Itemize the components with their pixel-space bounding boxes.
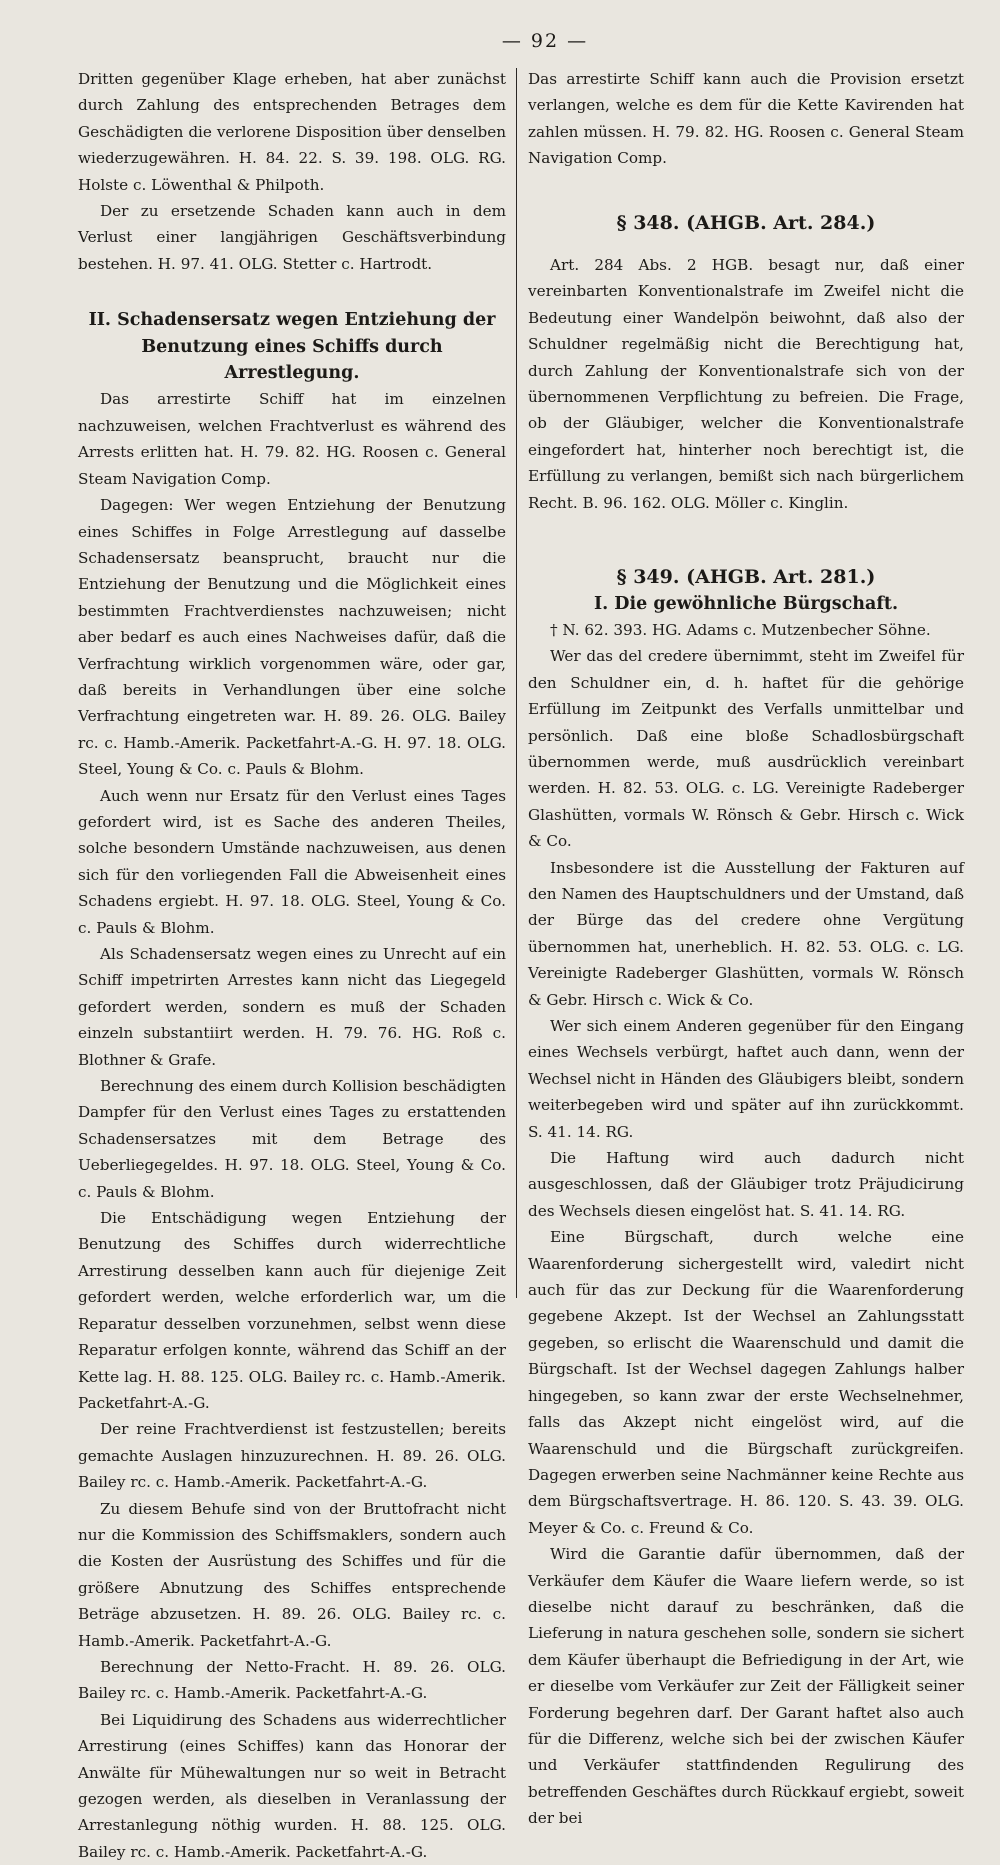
paragraph: Eine Bürgschaft, durch welche eine Waarenforderung sichergestellt wird, valedirt nicht auch für das zur Deckung für die Waarenforderung gegebene Akzept. Ist der Wechsel an Zahlungsstatt gegeben, so erlischt die Waarenschuld und damit die Bürgschaft. Ist der Wechsel dagegen Zahlungs halber hingegeben, so kann zwar der erste Wechselnehmer, falls das Akzept nicht eingelöst wird, auf die Waarenschuld und die Bürgschaft zurückgreifen. Dagegen erwerben seine Nachmänner keine Rechte aus dem Bürgschaftsvertrage. H. 86. 120. S. 43. 39. OLG. Meyer & Co. c. Freund & Co. xyxy=(528,1228,964,1537)
paragraph: Berechnung der Netto-Fracht. H. 89. 26. OLG. Bailey rc. c. Hamb.-Amerik. Packetfahrt-A.-G. xyxy=(78,1657,506,1703)
section-heading-348: § 348. (AHGB. Art. 284.) xyxy=(616,211,876,234)
paragraph: Zu diesem Behufe sind von der Bruttofracht nicht nur die Kommission des Schiffsmaklers, sondern auch die Kosten der Ausrüstung des Schiffes und für die größere Abnutzung des Schiffes entsprechende Beträge abzusetzen. H. 89. 26. OLG. Bailey rc. c. Hamb.-Amerik. Packetfahrt-A.-G. xyxy=(78,1499,506,1650)
paragraph: Berechnung des einem durch Kollision beschädigten Dampfer für den Verlust eines Tages zu erstattenden Schadensersatzes mit dem Betrage des Ueberliegegeldes. H. 97. 18. OLG. Steel, Young & Co. c. Pauls & Blohm. xyxy=(78,1077,506,1201)
spacer xyxy=(528,172,964,210)
left-column xyxy=(78,66,506,1865)
right-column xyxy=(528,66,964,1832)
paragraph: Dagegen: Wer wegen Entziehung der Benutzung eines Schiffes in Folge Arrestlegung auf dasselbe Schadensersatz beansprucht, braucht nur die Entziehung der Benutzung und die Möglichkeit eines bestimmten Frachtverdienstes nachzuweisen; nicht aber bedarf es auch eines Nachweises dafür, daß die Verfrachtung wirklich vorgenommen wäre, oder gar, daß bereits in Verhandlungen über eine solche Verfrachtung eingetreten war. H. 89. 26. OLG. Bailey rc. c. Hamb.-Amerik. Packetfahrt-A.-G. H. 97. 18. OLG. Steel, Young & Co. c. Pauls & Blohm. xyxy=(78,496,506,779)
paragraph: Wer das del credere übernimmt, steht im Zweifel für den Schuldner ein, d. h. haftet für die gehörige Erfüllung im Zeitpunkt des Verfalls unmittelbar und persönlich. Daß eine bloße Schadlosbürgschaft übernommen werde, muß ausdrücklich vereinbart werden. H. 82. 53. OLG. c. LG. Vereinigte Radeberger Glashütten, vormals W. Rönsch & Gebr. Hirsch c. Wick & Co. xyxy=(528,647,964,851)
column-divider xyxy=(516,68,517,1298)
paragraph: Auch wenn nur Ersatz für den Verlust eines Tages gefordert wird, ist es Sache des anderen Theiles, solche besondern Umstände nachzuweisen, aus denen sich für den vorliegenden Fall die Abweisenheit eines Schadens ergiebt. H. 97. 18. OLG. Steel, Young & Co. c. Pauls & Blohm. xyxy=(78,786,506,937)
paragraph: Das arrestirte Schiff hat im einzelnen nachzuweisen, welchen Frachtverlust es während des Arrests erlitten hat. H. 79. 82. HG. Roosen c. General Steam Navigation Comp. xyxy=(78,390,506,488)
paragraph: Art. 284 Abs. 2 HGB. besagt nur, daß einer vereinbarten Konventionalstrafe im Zweifel nicht die Bedeutung einer Wandelpön beiwohnt, daß also der Schuldner regelmäßig nicht die Berechtigung hat, durch Zahlung der Konventionalstrafe sich von der übernommenen Verpflichtung zu befreien. Die Frage, ob der Gläubiger, welcher die Konventionalstrafe eingefordert hat, hinterher noch berechtigt ist, die Erfüllung zu verlangen, bemißt sich nach bürgerlichem Recht. B. 96. 162. OLG. Möller c. Kinglin. xyxy=(528,256,964,512)
paragraph: † N. 62. 393. HG. Adams c. Mutzenbecher Söhne. xyxy=(550,620,931,639)
subsection-heading: I. Die gewöhnliche Bürgschaft. xyxy=(593,593,899,614)
spacer xyxy=(78,277,506,307)
paragraph: Dritten gegenüber Klage erheben, hat aber zunächst durch Zahlung des entsprechenden Betrages dem Geschädigten die verlorene Disposition über denselben wiederzugewähren. H. 84. 22. S. 39. 198. OLG. RG. Holste c. Löwenthal & Philpoth. xyxy=(78,70,506,194)
page-number: — 92 — xyxy=(501,30,589,52)
paragraph: Als Schadensersatz wegen eines zu Unrecht auf ein Schiff impetrirten Arrestes kann nicht das Liegegeld gefordert werden, sondern es muß der Schaden einzeln substantiirt werden. H. 79. 76. HG. Roß c. Blothner & Grafe. xyxy=(78,945,506,1069)
paragraph: Die Haftung wird auch dadurch nicht ausgeschlossen, daß der Gläubiger trotz Präjudicirung des Wechsels diesen eingelöst hat. S. 41. 14. RG. xyxy=(528,1149,964,1220)
section-heading: II. Schadensersatz wegen Entziehung der Benutzung eines Schiffs durch Arrestlegung. xyxy=(88,310,496,384)
paragraph: Insbesondere ist die Ausstellung der Fakturen auf den Namen des Hauptschuldners und der Umstand, daß der Bürge das del credere ohne Vergütung übernommen hat, unerheblich. H. 82. 53. OLG. c. LG. Vereinigte Radeberger Glashütten, vormals W. Rönsch & Gebr. Hirsch c. Wick & Co. xyxy=(528,858,964,1009)
paragraph: Wird die Garantie dafür übernommen, daß der Verkäufer dem Käufer die Waare liefern werde, so ist dieselbe nicht darauf zu beschränken, daß die Lieferung in natura geschehen solle, sondern sie sichert dem Käufer überhaupt die Befriedigung in der Art, wie er dieselbe vom Verkäufer zur Zeit der Fälligkeit seiner Forderung begehren darf. Der Garant haftet also auch für die Differenz, welche sich bei der zwischen Käufer und Verkäufer stattfindenden Regulirung des betreffenden Geschäftes durch Rückkauf ergiebt, soweit der bei xyxy=(528,1545,965,1828)
paragraph: Wer sich einem Anderen gegenüber für den Eingang eines Wechsels verbürgt, haftet auch dann, wenn der Wechsel nicht in Händen des Gläubigers bleibt, sondern weiterbegeben wird und später auf ihn zurückkommt. S. 41. 14. RG. xyxy=(528,1017,964,1141)
paragraph: Der reine Frachtverdienst ist festzustellen; bereits gemachte Auslagen hinzuzurechnen. H. 89. 26. OLG. Bailey rc. c. Hamb.-Amerik. Packetfahrt-A.-G. xyxy=(78,1420,506,1492)
paragraph: Die Entschädigung wegen Entziehung der Benutzung des Schiffes durch widerrechtliche Arrestirung desselben kann auch für diejenige Zeit gefordert werden, welche erforderlich war, um die Reparatur desselben vorzunehmen, selbst wenn diese Reparatur erfolgen konnte, während das Schiff an der Kette lag. H. 88. 125. OLG. Bailey rc. c. Hamb.-Amerik. Packetfahrt-A.-G. xyxy=(78,1209,506,1412)
spacer xyxy=(528,516,964,564)
paragraph: Der zu ersetzende Schaden kann auch in dem Verlust einer langjährigen Geschäftsverbindung bestehen. H. 97. 41. OLG. Stetter c. Hartrodt. xyxy=(78,202,506,273)
paragraph: Bei Liquidirung des Schadens aus widerrechtlicher Arrestirung (eines Schiffes) kann das Honorar der Anwälte für Mühewaltungen nur so weit in Betracht gezogen werden, als dieselben in Veranlassung der Arrestanlegung nöthig wurden. H. 88. 125. OLG. Bailey rc. c. Hamb.-Amerik. Packetfahrt-A.-G. xyxy=(78,1710,506,1861)
spacer xyxy=(528,236,964,252)
paragraph: Das arrestirte Schiff kann auch die Provision ersetzt verlangen, welche es dem für die Kette Kavirenden hat zahlen müssen. H. 79. 82. HG. Roosen c. General Steam Navigation Comp. xyxy=(528,70,964,168)
section-heading-349: § 349. (AHGB. Art. 281.) xyxy=(616,566,876,589)
